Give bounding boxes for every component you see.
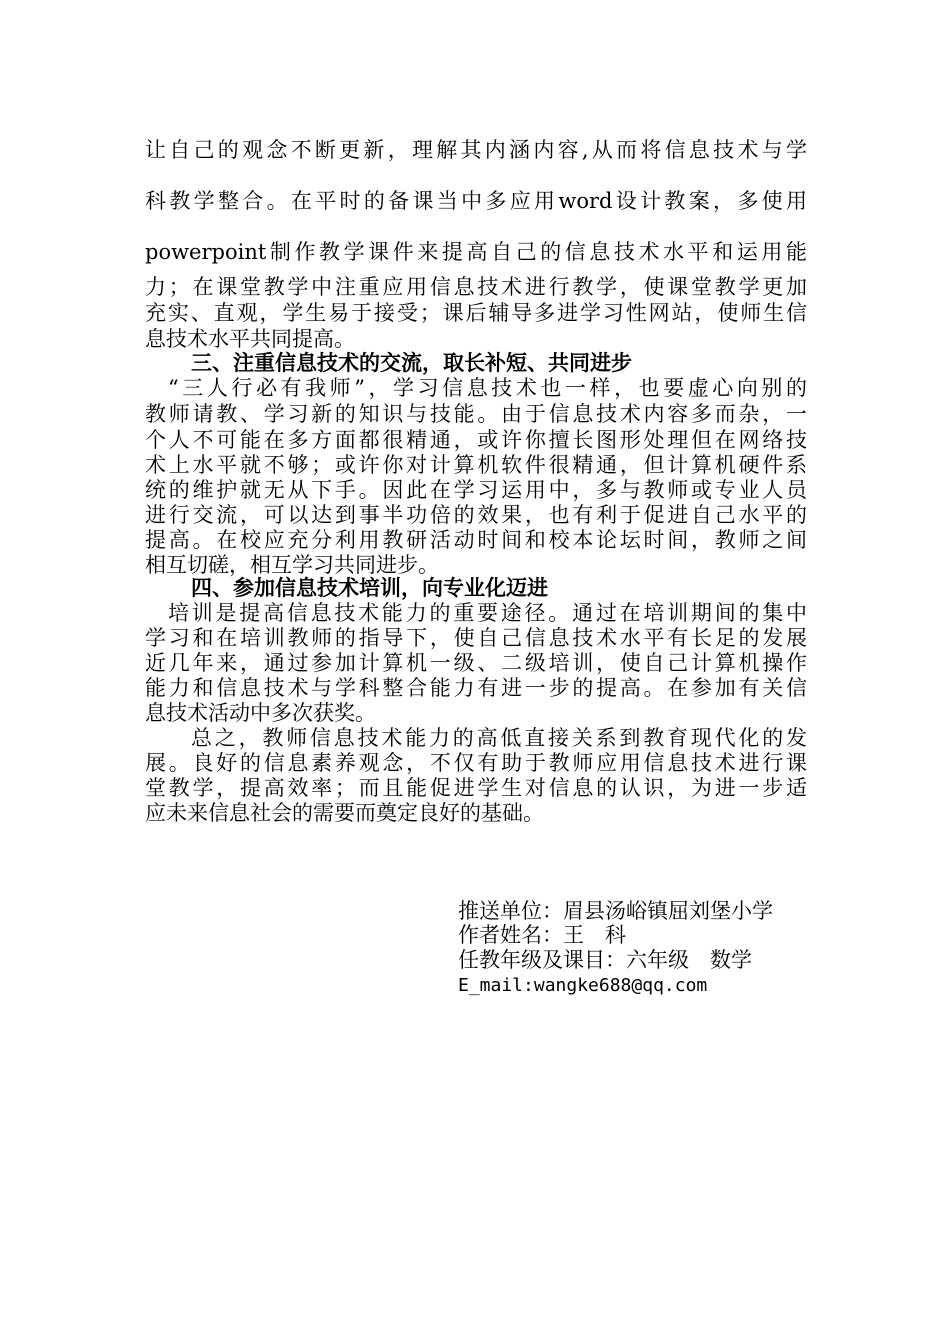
- text-line: 近几年来，通过参加计算机一级、二级培训，使自己计算机操作: [145, 651, 807, 675]
- text-line: 充实、直观，学生易于接受；课后辅导多进学习性网站，使师生信: [145, 301, 807, 325]
- text-line: 进行交流，可以达到事半功倍的效果，也有利于促进自己水平的: [145, 503, 807, 527]
- text-line: 息技术活动中多次获奖。: [145, 701, 376, 725]
- text-line: 个人不可能在多方面都很精通，或许你擅长图形处理但在网络技: [145, 428, 807, 452]
- signature-grade-subject: 任教年级及课目：六年级 数学: [458, 948, 752, 972]
- text-line: 科教学整合。在平时的备课当中多应用word设计教案，多使用: [145, 189, 807, 213]
- text-line: “三人行必有我师”，学习信息技术也一样，也要虚心向别的: [168, 376, 807, 400]
- text-line: 相互切磋，相互学习共同进步。: [145, 553, 439, 577]
- text-line: 展。良好的信息素养观念，不仅有助于教师应用信息技术进行课: [145, 751, 807, 775]
- text-line: 让自己的观念不断更新，理解其内涵内容,从而将信息技术与学: [145, 138, 807, 162]
- text-line: 统的维护就无从下手。因此在学习运用中，多与教师或专业人员: [145, 478, 807, 502]
- text-line: 能力和信息技术与学科整合能力有进一步的提高。在参加有关信: [145, 676, 807, 700]
- section-heading-3: 三、注重信息技术的交流，取长补短、共同进步: [191, 350, 632, 375]
- text-line: 培训是提高信息技术能力的重要途径。通过在培训期间的集中: [168, 601, 807, 625]
- signature-author: 作者姓名：王 科: [458, 923, 626, 947]
- section-heading-4: 四、参加信息技术培训，向专业化迈进: [191, 575, 548, 600]
- text-line: 力；在课堂教学中注重应用信息技术进行教学，使课堂教学更加: [145, 275, 807, 299]
- text-line: 术上水平就不够；或许你对计算机软件很精通，但计算机硬件系: [145, 453, 807, 477]
- text-line: 息技术水平共同提高。: [145, 327, 355, 351]
- text-line: 应未来信息社会的需要而奠定良好的基础。: [145, 801, 544, 825]
- text-line: 堂教学，提高效率；而且能促进学生对信息的认识，为进一步适: [145, 776, 807, 800]
- text-line: 教师请教、学习新的知识与技能。由于信息技术内容多而杂，一: [145, 402, 807, 426]
- text-line: 总之，教师信息技术能力的高低直接关系到教育现代化的发: [191, 726, 807, 750]
- text-line: 学习和在培训教师的指导下，使自己信息技术水平有长足的发展: [145, 626, 807, 650]
- text-line: powerpoint制作教学课件来提高自己的信息技术水平和运用能: [145, 240, 807, 264]
- signature-email: E_mail:wangke688@qq.com: [458, 975, 708, 996]
- text-line: 提高。在校应充分利用教研活动时间和校本论坛时间，教师之间: [145, 528, 807, 552]
- signature-unit: 推送单位：眉县汤峪镇屈刘堡小学: [458, 899, 773, 923]
